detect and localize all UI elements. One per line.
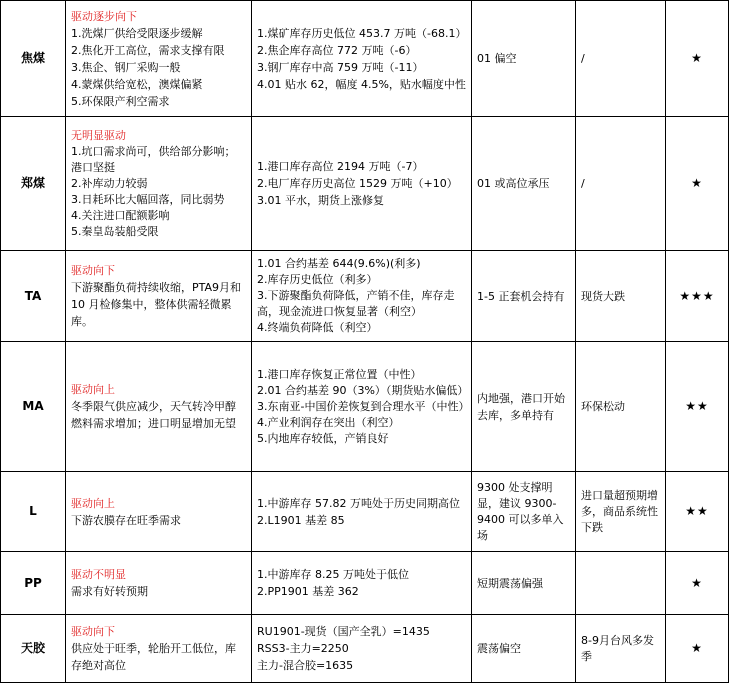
data-line: 2.库存历史低位（利多） — [257, 273, 378, 286]
data-line: 主力-混合胶=1635 — [257, 659, 354, 672]
risk-cell: / — [576, 1, 666, 117]
table-row — [1, 552, 729, 615]
data-cell — [252, 615, 472, 683]
driver-line: 1.洗煤厂供给受限逐步缓解 — [71, 26, 203, 40]
driver-title: 驱动向下 — [71, 625, 115, 638]
strategy-cell: 震荡偏空 — [472, 615, 576, 683]
risk-cell: 进口量超预期增多，商品系统性下跌 — [576, 472, 666, 552]
data-line: 3.东南亚-中国价差恢复到合理水平（中性） — [257, 399, 470, 413]
star-rating: ★ — [666, 552, 729, 615]
driver-line: 2.补库动力较弱 — [71, 176, 148, 190]
star-rating: ★ — [666, 117, 729, 251]
commodity-name: MA — [1, 342, 66, 472]
data-cell — [252, 251, 472, 342]
commodity-name: PP — [1, 552, 66, 615]
table-row — [1, 117, 729, 251]
data-line: 3.下游聚酯负荷降低，产销不佳，库存走高，现金流进口恢复显著（利空） — [257, 289, 455, 318]
driver-line: 供应处于旺季，轮胎开工低位，库存绝对高位 — [71, 642, 236, 672]
strategy-cell: 9300 处支撑明显，建议 9300-9400 可以多单入场 — [472, 472, 576, 552]
data-line: 4.终端负荷降低（利空） — [257, 321, 378, 334]
driver-cell — [66, 615, 252, 683]
strategy-cell: 01 或高位承压 — [472, 117, 576, 251]
table-row — [1, 615, 729, 683]
star-rating: ★ — [666, 615, 729, 683]
data-line: 3.钢厂库存中高 759 万吨（-11） — [257, 60, 424, 74]
driver-line: 冬季限气供应减少，天气转冷甲醇燃料需求增加；进口明显增加无望 — [71, 400, 236, 430]
driver-cell — [66, 1, 252, 117]
strategy-cell: 1-5 正套机会持有 — [472, 251, 576, 342]
strategy-cell: 01 偏空 — [472, 1, 576, 117]
data-cell — [252, 1, 472, 117]
strategy-cell: 短期震荡偏强 — [472, 552, 576, 615]
risk-cell: / — [576, 117, 666, 251]
driver-line: 4.蒙煤供给宽松，澳煤偏紧 — [71, 77, 203, 91]
commodity-name: TA — [1, 251, 66, 342]
driver-cell — [66, 342, 252, 472]
driver-cell — [66, 472, 252, 552]
risk-cell: 8-9月台风多发季 — [576, 615, 666, 683]
driver-title: 驱动不明显 — [71, 568, 126, 581]
driver-title: 无明显驱动 — [71, 128, 126, 142]
commodity-name: L — [1, 472, 66, 552]
data-line: 3.01 平水，期货上涨修复 — [257, 194, 384, 207]
data-line: 2.PP1901 基差 362 — [257, 585, 359, 598]
data-line: 2.01 合约基差 90（3%）（期货贴水偏低） — [257, 383, 469, 397]
risk-cell: 环保松动 — [576, 342, 666, 472]
table-row — [1, 251, 729, 342]
star-rating: ★ — [666, 1, 729, 117]
data-line: 2.电厂库存历史高位 1529 万吨（+10） — [257, 177, 458, 190]
star-rating: ★★ — [666, 342, 729, 472]
data-line: 1.中游库存 8.25 万吨处于低位 — [257, 568, 409, 581]
driver-line: 下游聚酯负荷持续收缩，PTA9月和 10 月检修集中，整体供需轻微累库。 — [71, 281, 242, 328]
data-line: 1.01 合约基差 644(9.6%)(利多) — [257, 257, 421, 270]
data-line: RSS3-主力=2250 — [257, 642, 349, 655]
table-row — [1, 472, 729, 552]
data-line: 4.01 贴水 62，幅度 4.5%，贴水幅度中性 — [257, 77, 466, 91]
driver-cell — [66, 552, 252, 615]
driver-title: 驱动逐步向下 — [71, 9, 137, 23]
data-line: 1.港口库存高位 2194 万吨（-7） — [257, 160, 424, 173]
driver-line: 需求有好转预期 — [71, 585, 148, 598]
data-line: 4.产业利润存在突出（利空） — [257, 415, 400, 429]
driver-title: 驱动向上 — [71, 383, 115, 396]
table-row — [1, 342, 729, 472]
data-cell — [252, 117, 472, 251]
data-cell — [252, 552, 472, 615]
data-line: 1.煤矿库存历史低位 453.7 万吨（-68.1） — [257, 26, 467, 40]
star-rating: ★★★ — [666, 251, 729, 342]
driver-title: 驱动向下 — [71, 264, 115, 277]
commodity-name: 天胶 — [1, 615, 66, 683]
risk-cell: 现货大跌 — [576, 251, 666, 342]
data-line: 2.焦企库存高位 772 万吨（-6） — [257, 43, 417, 57]
data-cell — [252, 472, 472, 552]
data-line: RU1901-现货（国产全乳）=1435 — [257, 625, 430, 638]
table-row — [1, 1, 729, 117]
driver-line: 2.焦化开工高位，需求支撑有限 — [71, 43, 225, 57]
star-rating: ★★ — [666, 472, 729, 552]
strategy-cell: 内地强，港口开始去库，多单持有 — [472, 342, 576, 472]
data-line: 1.中游库存 57.82 万吨处于历史同期高位 — [257, 496, 460, 510]
commodity-name: 焦煤 — [1, 1, 66, 117]
driver-line: 3.日耗环比大幅回落，同比弱势 — [71, 192, 225, 206]
driver-line: 5.环保限产利空需求 — [71, 94, 170, 108]
driver-line: 1.坑口需求尚可，供给部分影响；港口坚挺 — [71, 144, 236, 174]
data-cell — [252, 342, 472, 472]
driver-cell — [66, 251, 252, 342]
risk-cell — [576, 552, 666, 615]
data-line: 1.港口库存恢复正常位置（中性） — [257, 367, 422, 381]
driver-line: 4.关注进口配额影响 — [71, 208, 170, 222]
driver-line: 3.焦企、钢厂采购一般 — [71, 60, 181, 74]
data-line: 5.内地库存较低，产销良好 — [257, 431, 389, 445]
driver-line: 下游农膜存在旺季需求 — [71, 513, 181, 527]
commodity-name: 郑煤 — [1, 117, 66, 251]
driver-cell — [66, 117, 252, 251]
driver-line: 5.秦皇岛装船受限 — [71, 224, 159, 238]
driver-title: 驱动向上 — [71, 496, 115, 510]
data-line: 2.L1901 基差 85 — [257, 513, 345, 527]
